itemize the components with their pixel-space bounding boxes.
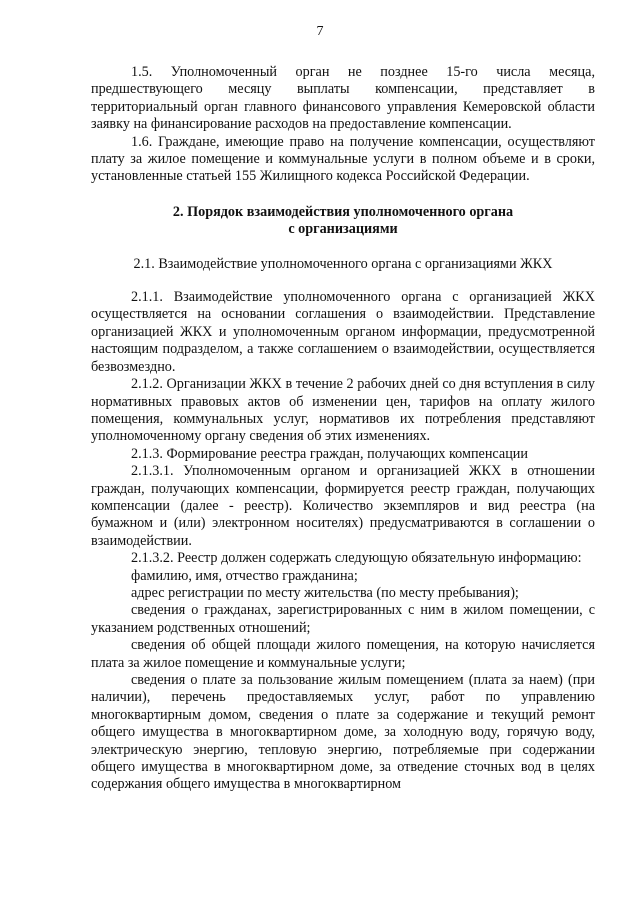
paragraph-2-1-3: 2.1.3. Формирование реестра граждан, получающих компенсации (131, 445, 528, 462)
list-item: сведения о плате за пользование жилым помещением (плата за наем) (при наличии), перечень предоставляемых услуг, работ по управлению многоквартирным домом, сведения о плате за содержание и текущий ремонт общего имущества в многоквартирном доме, за холодную воду, горячую воду, электрическую энергию, тепловую энергию, потребляемые при содержании общего имущества в многоквартирном доме, за отведение сточных вод в целях содержания общего имущества в многоквартирном (91, 672, 595, 793)
list-item: адрес регистрации по месту жительства (по месту пребывания); (131, 584, 519, 601)
section-2-heading-line-2: с организациями (288, 221, 398, 238)
paragraph-1-6: 1.6. Граждане, имеющие право на получение компенсации, осуществляют плату за жилое помещение и коммунальные услуги в полном объеме и в сроки, установленные статьей 155 Жилищного кодекса Российской Федерации. (91, 133, 595, 185)
paragraph-2-1-3-1: 2.1.3.1. Уполномоченным органом и организацией ЖКХ в отношении граждан, получающих компенсации, формируется реестр граждан, получающих компенсации (далее - реестр). Количество экземпляров и вид реестра (на бумажном и (или) электронном носителях) предусматриваются в соглашении о взаимодействии. (91, 463, 595, 549)
list-item: фамилию, имя, отчество гражданина; (131, 567, 358, 584)
paragraph-1-5: 1.5. Уполномоченный орган не позднее 15-го числа месяца, предшествующего месяцу выплаты компенсации, представляет в территориальный орган главного финансового управления Кемеровской области заявку на финансирование расходов на предоставление компенсации. (91, 64, 595, 133)
list-item: сведения о гражданах, зарегистрированных с ним в жилом помещении, с указанием родственных отношений; (91, 602, 595, 636)
list-item: сведения об общей площади жилого помещения, на которую начисляется плата за жилое помещение и коммунальные услуги; (91, 637, 595, 671)
spacer (91, 273, 595, 289)
paragraph-2-1-1: 2.1.1. Взаимодействие уполномоченного органа с организацией ЖКХ осуществляется на основании соглашения о взаимодействии. Представление организацией ЖКХ и уполномоченным органом информации, предусмотренной настоящим подразделом, а также соглашением о взаимодействии, осуществляется безвозмездно. (91, 289, 595, 375)
document-body (91, 64, 595, 794)
paragraph-2-1-3-2: 2.1.3.2. Реестр должен содержать следующую обязательную информацию: (131, 550, 582, 567)
section-2-heading-line-1: 2. Порядок взаимодействия уполномоченного органа (172, 203, 514, 220)
subsection-2-1-heading: 2.1. Взаимодействие уполномоченного органа с организациями ЖКХ (133, 255, 553, 272)
page-number: 7 (316, 24, 324, 39)
spacer (91, 186, 595, 204)
spacer (91, 239, 595, 256)
paragraph-2-1-2: 2.1.2. Организации ЖКХ в течение 2 рабочих дней со дня вступления в силу нормативных правовых актов об изменении цен, тарифов на оплату жилого помещения, коммунальных услуг, нормативов их потребления представляют уполномоченному органу сведения об этих изменениях. (91, 376, 595, 445)
